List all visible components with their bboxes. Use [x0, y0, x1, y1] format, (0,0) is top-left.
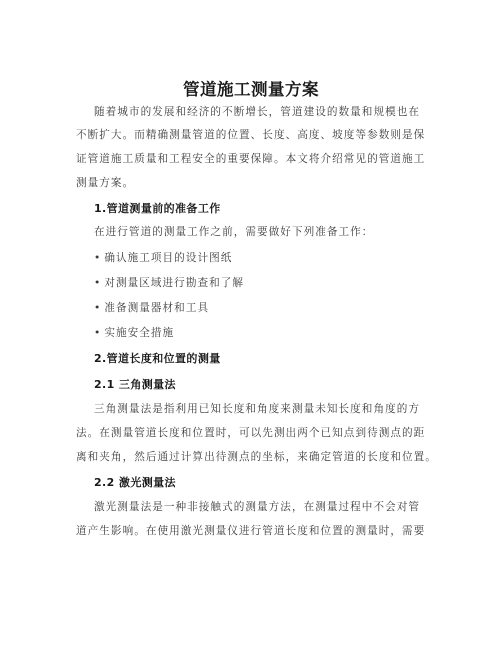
list-item-text: 实施安全措施	[104, 327, 175, 339]
list-item-text: 确认施工项目的设计图纸	[104, 252, 233, 264]
list-item	[94, 325, 174, 340]
section-lead: 在进行管道的测量工作之前，需要做好下列准备工作：	[94, 226, 374, 238]
paragraph-line: 三角测量法是指利用已知长度和角度来测量未知长度和角度的方	[94, 403, 421, 415]
list-item-text: 准备测量器材和工具	[104, 302, 210, 314]
paragraph-line: 道产生影响。在使用激光测量仪进行管道长度和位置的测量时，需要	[76, 525, 426, 537]
bullet-icon: •	[94, 277, 102, 289]
intro-line: 测量方案。	[76, 177, 135, 189]
paragraph-line: 离和夹角，然后通过计算出待测点的坐标，来确定管道的长度和位置。	[76, 451, 437, 463]
list-item	[94, 300, 209, 315]
document-title: 管道施工测量方案	[183, 80, 319, 99]
paragraph-line: 法。在测量管道长度和位置时，可以先测出两个已知点到待测点的距	[76, 427, 426, 439]
list-item	[94, 275, 244, 290]
bullet-icon: •	[94, 252, 102, 264]
subsection-heading: 2.1 三角测量法	[94, 378, 176, 391]
bullet-icon: •	[94, 302, 102, 314]
bullet-icon: •	[94, 327, 102, 339]
section-heading: 1.管道测量前的准备工作	[94, 202, 221, 215]
list-item	[94, 250, 232, 265]
paragraph-line: 激光测量法是一种非接触式的测量方法，在测量过程中不会对管	[94, 501, 421, 513]
intro-line: 证管道施工质量和工程安全的重要保障。本文将介绍常见的管道施工	[76, 153, 426, 165]
intro-line: 不断扩大。而精确测量管道的位置、长度、高度、坡度等参数则是保	[76, 129, 426, 141]
subsection-heading: 2.2 激光测量法	[94, 476, 176, 489]
list-item-text: 对测量区域进行勘查和了解	[104, 277, 245, 289]
section-heading: 2.管道长度和位置的测量	[94, 352, 221, 365]
intro-line: 随着城市的发展和经济的不断增长，管道建设的数量和规模也在	[94, 106, 421, 118]
